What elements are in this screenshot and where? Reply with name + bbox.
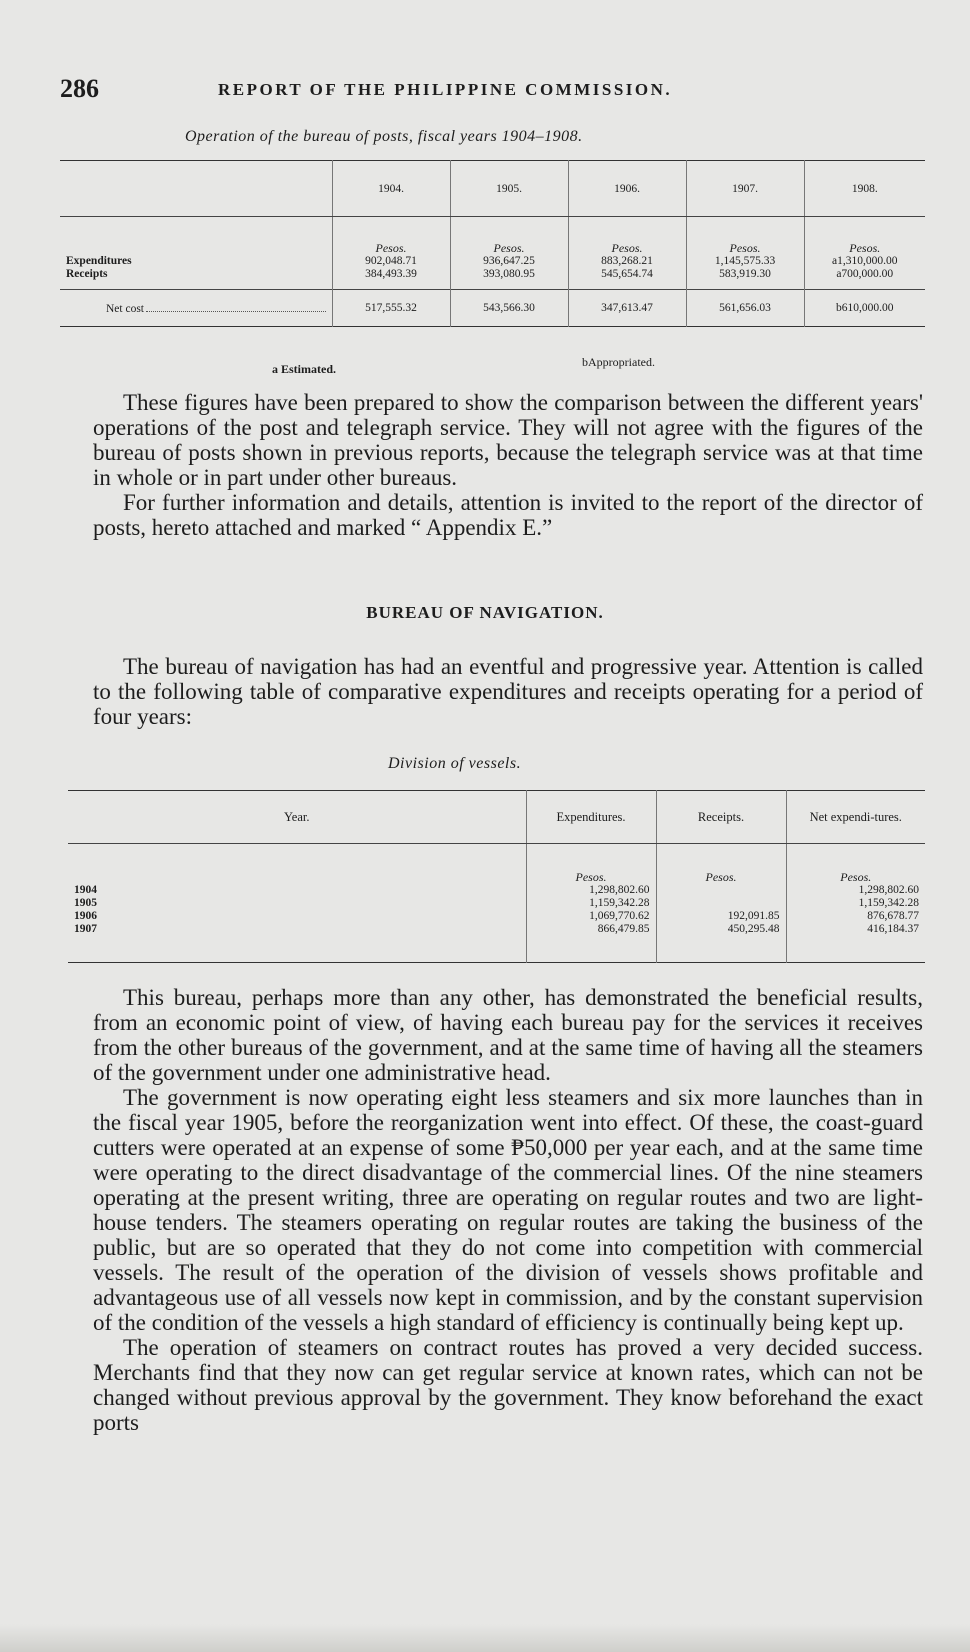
paragraph: The government is now operating eight less steamers and six more launches than in the fiscal year 1905, before the reorganization went into effect. Of these, the coast-guard cutters were operated at an expense of some ₱50,000 per year each, and at the same time were operating to the direct disadvantage of the commercial lines. Of the nine steamers operating at the present writing, three are operating on regular routes and two are light-house tenders. The steamers operating on regular routes are taking the business of the public, but are so operated that they do not come into competition with commercial vessels. The result of the operation of the division of vessels shows profitable and advantageous use of all vessels now kept in commission, and by the constant supervision of the condition of the vessels a high standard of efficiency is continually being kept up.	[93, 1085, 923, 1335]
scan-edge-shadow	[0, 1624, 970, 1652]
posts-cell-1906: Pesos. 883,268.21 545,654.74	[568, 217, 686, 290]
paragraph: These figures have been prepared to show the comparison between the different years' operations of the post and telegraph service. They will not agree with the figures of the bureau of posts shown in previous reports, because the telegraph service was at that time in whole or in part under other bureaus.	[93, 390, 923, 490]
receipts-label: Receipts	[66, 268, 108, 280]
vessels-expenditures-column: Pesos. 1,298,802.60 1,159,342.28 1,069,770.62 866,479.85	[526, 844, 656, 963]
posts-table-caption: Operation of the bureau of posts, fiscal years 1904–1908.	[185, 128, 583, 145]
net-cost-value: 543,566.30	[450, 290, 568, 327]
page-header	[60, 74, 920, 114]
posts-header-blank	[60, 161, 332, 217]
vessels-header-receipts: Receipts.	[656, 791, 786, 844]
expenditures-label: Expenditures	[66, 255, 132, 267]
paragraph-block-2	[93, 654, 923, 729]
paragraph: The bureau of navigation has had an eventful and progressive year. Attention is called to the following table of comparative expenditures and receipts operating for a period of four years:	[93, 654, 923, 729]
vessels-table-caption: Division of vessels.	[388, 755, 522, 772]
running-title: REPORT OF THE PHILIPPINE COMMISSION.	[218, 80, 673, 99]
vessels-header-net: Net expendi-tures.	[786, 791, 925, 844]
net-cost-value: 347,613.47	[568, 290, 686, 327]
year-label: 1906	[74, 909, 97, 922]
posts-cell-1907: Pesos. 1,145,575.33 583,919.30	[686, 217, 804, 290]
vessels-net-column: Pesos. 1,298,802.60 1,159,342.28 876,678.77 416,184.37	[786, 844, 925, 963]
footnote-appropriated: bAppropriated.	[582, 355, 655, 369]
year-label: 1907	[74, 922, 97, 935]
posts-header-year: 1906.	[568, 161, 686, 217]
empty-leader	[663, 897, 780, 910]
posts-row-labels	[60, 217, 332, 290]
posts-cell-1904: Pesos. 902,048.71 384,493.39	[332, 217, 450, 290]
net-cost-value: 561,656.03	[686, 290, 804, 327]
net-cost-value: 517,555.32	[332, 290, 450, 327]
vessels-header-year: Year.	[68, 791, 526, 844]
posts-cell-1908: Pesos. a1,310,000.00 a700,000.00	[804, 217, 925, 290]
posts-table	[60, 160, 925, 327]
posts-header-year: 1904.	[332, 161, 450, 217]
posts-header-year: 1907.	[686, 161, 804, 217]
paragraph: This bureau, perhaps more than any other, has demonstrated the beneficial results, from an economic point of view, of having each bureau pay for the services it receives from the other bureaus of the government, and at the same time of having all the steamers of the government under one administrative head.	[93, 985, 923, 1085]
year-label: 1905	[74, 896, 97, 909]
paragraph-block-3	[93, 985, 923, 1435]
vessels-table	[68, 790, 925, 963]
vessels-receipts-column: Pesos. 192,091.85 450,295.48	[656, 844, 786, 963]
year-label: 1904	[74, 883, 97, 896]
net-cost-value: b610,000.00	[804, 290, 925, 327]
vessels-header-expenditures: Expenditures.	[526, 791, 656, 844]
posts-header-year: 1905.	[450, 161, 568, 217]
posts-cell-1905: Pesos. 936,647.25 393,080.95	[450, 217, 568, 290]
paragraph: For further information and details, attention is invited to the report of the director of posts, hereto attached and marked “ Appendix E.”	[93, 490, 923, 540]
page-number: 286	[60, 74, 99, 103]
posts-header-year: 1908.	[804, 161, 925, 217]
vessels-year-column	[68, 844, 526, 963]
empty-leader	[663, 884, 780, 897]
footnote-estimated: a Estimated.	[272, 362, 336, 376]
section-heading: BUREAU OF NAVIGATION.	[366, 603, 604, 622]
paragraph: The operation of steamers on contract routes has proved a very decided success. Merchants find that they now can get regular service at known rates, which can not be changed without previous approval by the government. They know beforehand the exact ports	[93, 1335, 923, 1435]
paragraph-block-1	[93, 390, 923, 540]
net-cost-label: Net cost	[60, 290, 332, 327]
